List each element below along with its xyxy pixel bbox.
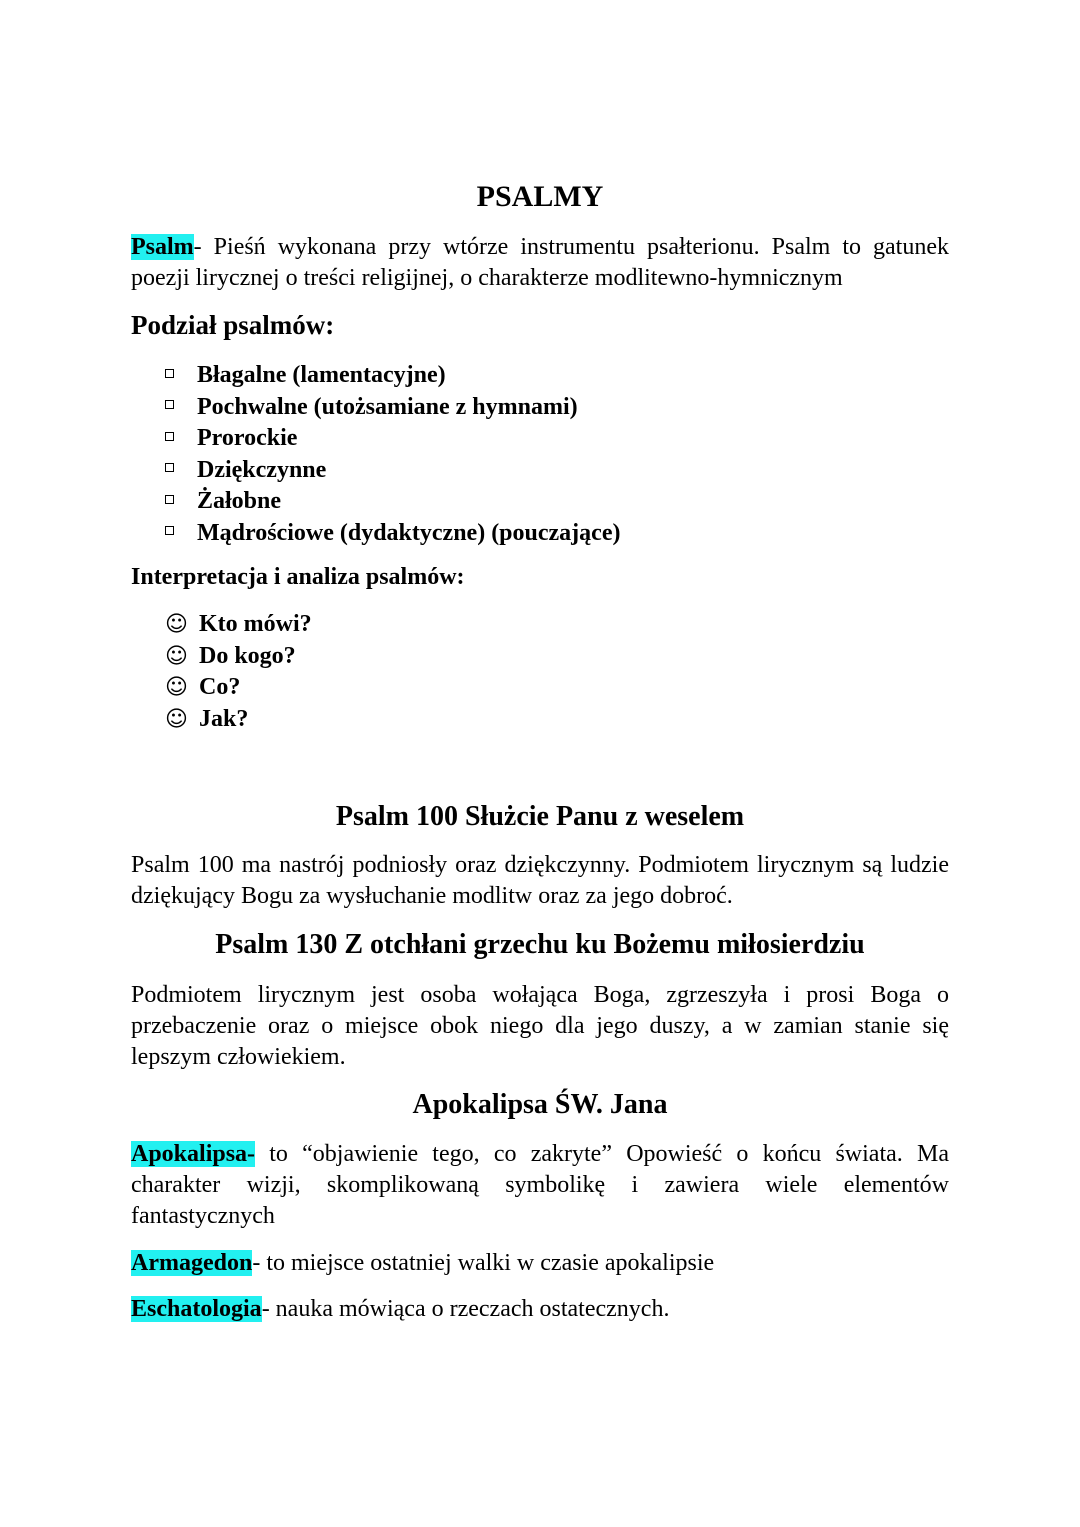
definition-apokalipsa: Apokalipsa- to “objawienie tego, co zakryte” Opowieść o końcu świata. Ma charakter wizji, skomplikowaną symbolikę i zawiera wiele elementów fantastycznych xyxy=(131,1141,949,1229)
psalm130-text: Podmiotem lirycznym jest osoba wołająca Boga, zgrzeszyła i prosi Boga o przebaczenie oraz o miejsce obok niego dla jego duszy, a w zamian stanie się lepszym człowiekiem. xyxy=(131,982,949,1070)
square-bullet-icon xyxy=(165,369,174,378)
list-item: ☺ Co? xyxy=(165,672,312,704)
division-list xyxy=(165,360,620,549)
division-heading: Podział psalmów: xyxy=(131,310,335,340)
square-bullet-icon xyxy=(165,400,174,409)
square-bullet-icon xyxy=(165,463,174,472)
term-eschatologia: Eschatologia xyxy=(131,1296,262,1322)
list-item: Żałobne xyxy=(165,486,620,518)
smiley-icon: ☺ xyxy=(165,612,188,637)
list-item: Prorockie xyxy=(165,423,620,455)
list-item: Mądrościowe (dydaktyczne) (pouczające) xyxy=(165,518,620,550)
smiley-icon: ☺ xyxy=(165,643,188,669)
list-item: Dziękczynne xyxy=(165,455,620,487)
definition-armagedon: Armagedon- to miejsce ostatniej walki w czasie apokalipsie xyxy=(131,1250,715,1276)
psalm-definition-text: - Pieśń wykonana przy wtórze instrumentu psałterionu. Psalm to gatunek poezji lirycznej o treści religijnej, o charakterze modlitewno-hymnicznym xyxy=(131,234,949,291)
page-title: PSALMY xyxy=(476,180,604,213)
list-item: ☺ Do kogo? xyxy=(165,641,312,673)
interpretation-heading: Interpretacja i analiza psalmów: xyxy=(131,564,465,590)
definition-eschatologia: Eschatologia- nauka mówiąca o rzeczach ostatecznych. xyxy=(131,1296,670,1322)
psalm100-heading: Psalm 100 Służcie Panu z weselem xyxy=(335,801,745,832)
square-bullet-icon xyxy=(165,495,174,504)
term-armagedon: Armagedon xyxy=(131,1250,253,1276)
list-item: Pochwalne (utożsamiane z hymnami) xyxy=(165,392,620,424)
psalm-definition xyxy=(131,232,949,294)
square-bullet-icon xyxy=(165,526,174,535)
smiley-icon: ☺ xyxy=(165,675,188,700)
interpretation-list xyxy=(165,609,312,735)
square-bullet-icon xyxy=(165,432,174,441)
term-apokalipsa: Apokalipsa- xyxy=(131,1141,256,1167)
psalm100-text: Psalm 100 ma nastrój podniosły oraz dziękczynny. Podmiotem lirycznym są ludzie dziękujący Bogu za wysłuchanie modlitw oraz za jego dobroć. xyxy=(131,852,949,909)
psalm130-heading: Psalm 130 Z otchłani grzechu ku Bożemu miłosierdziu xyxy=(215,929,865,960)
term-psalm: Psalm xyxy=(131,234,194,260)
list-item: ☺ Kto mówi? xyxy=(165,609,312,641)
smiley-icon: ☺ xyxy=(165,706,188,732)
list-item: Błagalne (lamentacyjne) xyxy=(165,360,620,392)
list-item: ☺ Jak? xyxy=(165,704,312,736)
apocalypse-heading: Apokalipsa ŚW. Jana xyxy=(412,1089,668,1120)
